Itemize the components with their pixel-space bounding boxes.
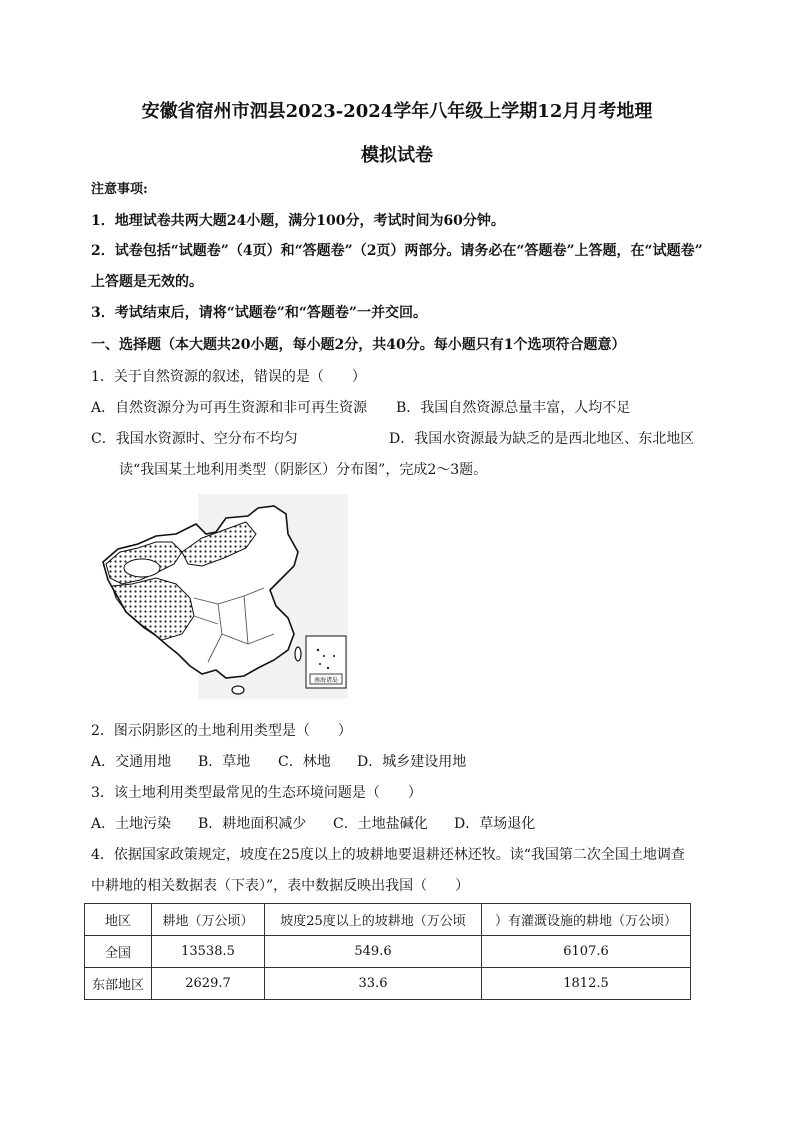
notice-item-2-line1: 2．试卷包括“试题卷”（4页）和“答题卷”（2页）两部分。请务必在“答题卷”上答题，在“试题卷” [91,243,703,259]
q2-option-b: B．草地 [198,754,251,770]
table-cell: 1812.5 [482,968,691,1000]
table-header-cell: 耕地（万公顷） [152,904,265,936]
table-header-cell: ）有灌溉设施的耕地（万公顷） [482,904,691,936]
table-cell: 2629.7 [152,968,265,1000]
notice-item-1: 1．地理试卷共两大题24小题，满分100分，考试时间为60分钟。 [91,213,505,229]
q2-option-d: D．城乡建设用地 [357,754,467,770]
table-cell: 549.6 [265,936,482,968]
section-heading: 一、选择题（本大题共20小题，每小题2分，共40分。每小题只有1个选项符合题意） [91,337,626,353]
table-cell: 东部地区 [85,968,152,1000]
q2-option-a: A．交通用地 [91,754,172,770]
page-subtitle: 模拟试卷 [361,145,433,166]
q3-option-d: D．草场退化 [454,816,536,832]
reading-instruction: 读“我国某土地利用类型（阴影区）分布图”，完成2～3题。 [119,462,488,478]
desert-basin [124,559,160,577]
table-row [85,968,691,1000]
china-land-use-map [98,494,354,704]
q1-option-c: C．我国水资源时、空分布不均匀 [91,431,298,447]
table-header-row [85,904,691,936]
q2-option-c: C．林地 [278,754,331,770]
page-title: 安徽省宿州市泗县2023-2024学年八年级上学期12月月考地理 [141,101,653,122]
table-row [85,936,691,968]
table-cell: 全国 [85,936,152,968]
q3-option-b: B．耕地面积减少 [198,816,307,832]
notice-item-2-line2: 上答题是无效的。 [91,274,203,290]
hainan-island [232,686,244,694]
farmland-data-table [84,903,691,1000]
q3-stem: 3．该土地利用类型最常见的生态环境问题是（ ） [91,785,422,801]
q3-option-c: C．土地盐碱化 [333,816,428,832]
q4-stem-line2: 中耕地的相关数据表（下表）”，表中数据反映出我国（ ） [91,878,470,894]
notice-item-3: 3．考试结束后，请将“试题卷”和“答题卷”一并交回。 [91,305,427,321]
table-cell: 6107.6 [482,936,691,968]
q2-stem: 2．图示阴影区的土地利用类型是（ ） [91,723,352,739]
taiwan-island [295,647,301,661]
table-cell: 33.6 [265,968,482,1000]
q4-stem-line1: 4．依据国家政策规定，坡度在25度以上的坡耕地要退耕还林还牧。读“我国第二次全国土地调查 [91,847,685,863]
notice-heading: 注意事项: [91,182,148,197]
inset-label: 南海诸岛 [313,677,339,684]
q3-option-a: A．土地污染 [91,816,172,832]
q1-option-d: D．我国水资源最为缺乏的是西北地区、东北地区 [389,431,695,447]
q1-stem: 1．关于自然资源的叙述，错误的是（ ） [91,369,366,385]
table-cell: 13538.5 [152,936,265,968]
q1-option-b: B．我国自然资源总量丰富，人均不足 [396,400,631,416]
q1-option-a: A．自然资源分为可再生资源和非可再生资源 [91,400,368,416]
table-header-cell: 坡度25度以上的坡耕地（万公顷 [265,904,482,936]
table-header-cell: 地区 [85,904,152,936]
